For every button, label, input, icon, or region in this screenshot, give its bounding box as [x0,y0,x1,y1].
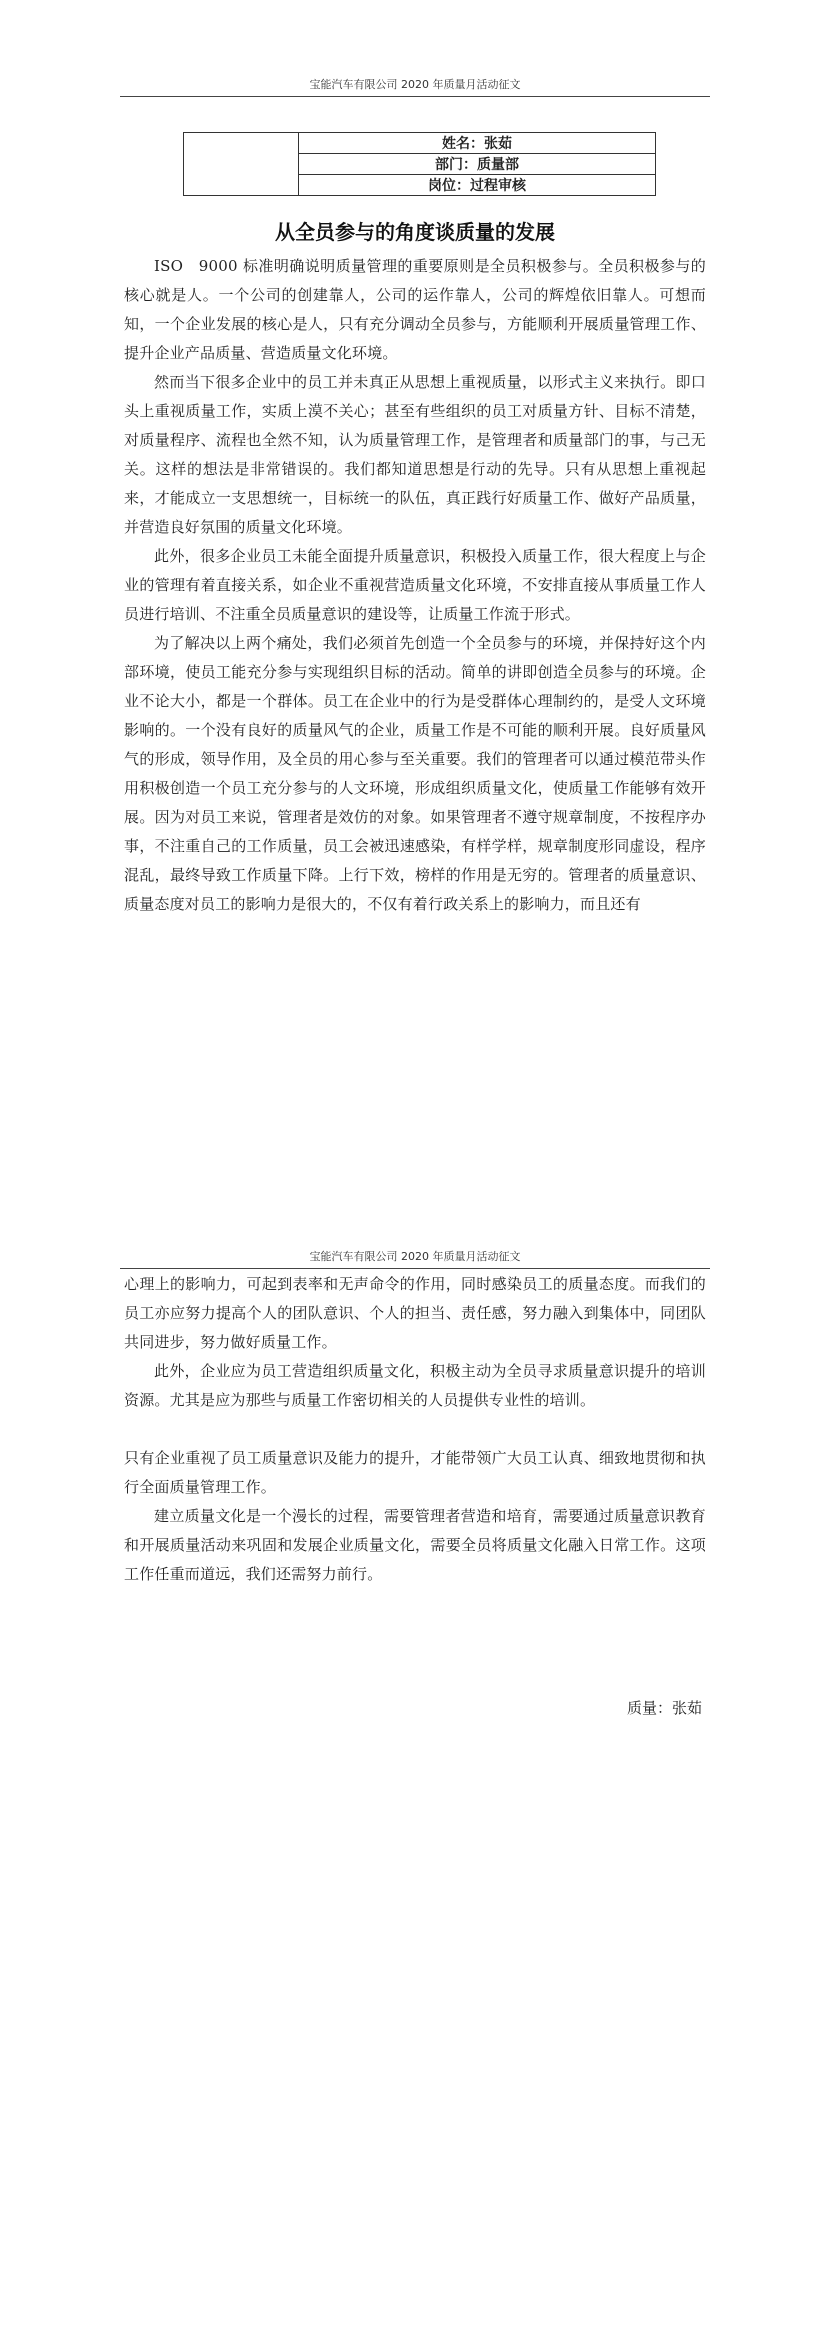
paragraph: 建立质量文化是一个漫长的过程，需要管理者营造和培育，需要通过质量意识教育和开展质量活动来巩固和发展企业质量文化，需要全员将质量文化融入日常工作。这项工作任重而道远，我们还需努力前行。 [124,1507,706,1583]
paragraph: ISO 9000 标准明确说明质量管理的重要原则是全员积极参与。全员积极参与的核心就是人。一个公司的创建靠人，公司的运作靠人，公司的辉煌依旧靠人。可想而知，一个企业发展的核心是人，只有充分调动全员参与，方能顺利开展质量管理工作、提升企业产品质量、营造质量文化环境。 [124,257,706,362]
author-name: 姓名：张茹 [299,133,656,154]
info-row-name [184,133,656,154]
essay-body-page2 [124,1270,706,1589]
essay-body-page1 [124,252,706,919]
paragraph: 只有企业重视了员工质量意识及能力的提升，才能带领广大员工认真、细致地贯彻和执行全面质量管理工作。 [124,1449,706,1496]
signature: 质量：张茹 [626,1699,702,1717]
paragraph: 为了解决以上两个痛处，我们必须首先创造一个全员参与的环境，并保持好这个内部环境，使员工能充分参与实现组织目标的活动。简单的讲即创造全员参与的环境。企业不论大小，都是一个群体。员工在企业中的行为是受群体心理制约的，是受人文环境影响的。一个没有良好的质量风气的企业，质量工作是不可能的顺利开展。良好质量风气的形成，领导作用，及全员的用心参与至关重要。我们的管理者可以通过模范带头作用积极创造一个员工充分参与的人文环境，形成组织质量文化，使质量工作能够有效开展。因为对员工来说，管理者是效仿的对象。如果管理者不遵守规章制度，不按程序办事，不注重自己的工作质量，员工会被迅速感染，有样学样，规章制度形同虚设，程序混乱，最终导致工作质量下降。上行下效，榜样的作用是无穷的。管理者的质量意识、质量态度对员工的影响力是很大的，不仅有着行政关系上的影响力，而且还有 [124,634,706,913]
paragraph: 此外，企业应为员工营造组织质量文化，积极主动为全员寻求质量意识提升的培训资源。尤其是应为那些与质量工作密切相关的人员提供专业性的培训。 [124,1362,706,1409]
page-header: 宝能汽车有限公司 2020 年质量月活动征文 [120,78,710,97]
paragraph-gap [124,1415,706,1444]
author-position: 岗位：过程审核 [299,175,656,196]
paragraph: 此外，很多企业员工未能全面提升质量意识，积极投入质量工作，很大程度上与企业的管理有着直接关系，如企业不重视营造质量文化环境，不安排直接从事质量工作人员进行培训、不注重全员质量意识的建设等，让质量工作流于形式。 [124,547,706,623]
paragraph: 然而当下很多企业中的员工并未真正从思想上重视质量，以形式主义来执行。即口头上重视质量工作，实质上漠不关心；甚至有些组织的员工对质量方针、目标不清楚，对质量程序、流程也全然不知，认为质量管理工作，是管理者和质量部门的事，与己无关。这样的想法是非常错误的。我们都知道思想是行动的先导。只有从思想上重视起来，才能成立一支思想统一，目标统一的队伍，真正践行好质量工作、做好产品质量，并营造良好氛围的质量文化环境。 [124,373,706,536]
page-header: 宝能汽车有限公司 2020 年质量月活动征文 [120,1250,710,1269]
author-info-table [183,132,656,196]
author-department: 部门：质量部 [299,154,656,175]
info-table-blank-cell [184,133,299,196]
paragraph: 心理上的影响力，可起到表率和无声命令的作用，同时感染员工的质量态度。而我们的员工亦应努力提高个人的团队意识、个人的担当、责任感，努力融入到集体中，同团队共同进步，努力做好质量工作。 [124,1275,706,1351]
essay-title: 从全员参与的角度谈质量的发展 [275,220,555,244]
